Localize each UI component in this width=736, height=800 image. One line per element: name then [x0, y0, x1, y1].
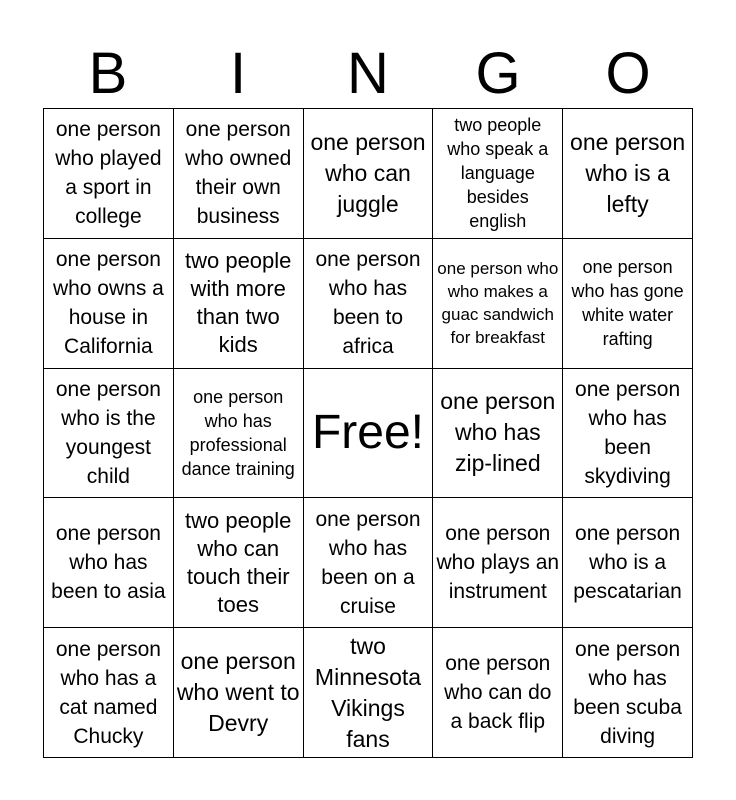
cell-text: one person who has zip-lined	[440, 388, 556, 477]
bingo-cell[interactable]	[433, 628, 563, 758]
header-letter-o: O	[605, 41, 651, 106]
cell-text: one person who has been to asia	[51, 522, 166, 604]
bingo-cell[interactable]	[174, 628, 304, 758]
cell-text: two people who speak a language besides english	[447, 115, 549, 232]
cell-text: one person who is the youngest child	[55, 377, 161, 488]
header-letter-g: G	[475, 41, 521, 106]
cell-text: one person who can juggle	[310, 128, 426, 217]
cell-text: one person who has professional dance training	[181, 386, 295, 479]
cell-text: two Minnesota Vikings fans	[314, 632, 422, 752]
cell-text: one person who is a pescatarian	[573, 522, 682, 604]
cell-text: two people with more than two kids	[184, 248, 292, 358]
cell-text: one person who played a sport in college	[55, 118, 162, 229]
cell-text: one person who owns a house in California	[52, 248, 164, 359]
cell-text: one person who plays an instrument	[436, 522, 560, 604]
bingo-cell[interactable]	[433, 109, 563, 239]
header-letter-n: N	[347, 41, 389, 106]
cell-text: one person who went to Devry	[176, 648, 300, 737]
cell-text: one person who has been skydiving	[575, 377, 681, 488]
bingo-cell[interactable]	[174, 498, 304, 628]
bingo-cell[interactable]	[563, 239, 693, 369]
bingo-cell[interactable]	[304, 239, 434, 369]
bingo-cell[interactable]	[433, 369, 563, 499]
bingo-cell[interactable]	[174, 239, 304, 369]
cell-text: one person who can do a back flip	[444, 652, 552, 734]
bingo-cell[interactable]	[433, 498, 563, 628]
bingo-cell[interactable]	[304, 628, 434, 758]
bingo-cell[interactable]	[44, 239, 174, 369]
cell-text: one person who who makes a guac sandwich for breakfast	[437, 259, 559, 348]
bingo-cell[interactable]	[563, 109, 693, 239]
bingo-cell[interactable]	[174, 369, 304, 499]
bingo-cell[interactable]	[563, 628, 693, 758]
bingo-cell-free[interactable]	[304, 369, 434, 499]
bingo-board	[43, 108, 693, 758]
cell-text: one person who has been on a cruise	[315, 507, 421, 618]
header-letter-b: B	[88, 41, 128, 106]
header-letter-i: I	[229, 41, 247, 106]
bingo-cell[interactable]	[44, 498, 174, 628]
cell-text: one person who is a lefty	[570, 128, 686, 217]
cell-text: one person who has been to africa	[315, 248, 421, 359]
bingo-cell[interactable]	[174, 109, 304, 239]
free-space-label: Free!	[311, 405, 424, 459]
cell-text: one person who has a cat named Chucky	[55, 637, 161, 748]
bingo-cell[interactable]	[304, 109, 434, 239]
bingo-cell[interactable]	[563, 369, 693, 499]
bingo-header	[43, 40, 693, 108]
bingo-cell[interactable]	[44, 109, 174, 239]
cell-text: one person who has been scuba diving	[573, 637, 682, 748]
bingo-cell[interactable]	[304, 498, 434, 628]
bingo-cell[interactable]	[44, 628, 174, 758]
cell-text: one person who owned their own business	[185, 118, 292, 229]
bingo-cell[interactable]	[563, 498, 693, 628]
bingo-cell[interactable]	[44, 369, 174, 499]
bingo-cell[interactable]	[433, 239, 563, 369]
cell-text: one person who has gone white water rafting	[571, 257, 684, 350]
cell-text: two people who can touch their toes	[184, 507, 292, 617]
